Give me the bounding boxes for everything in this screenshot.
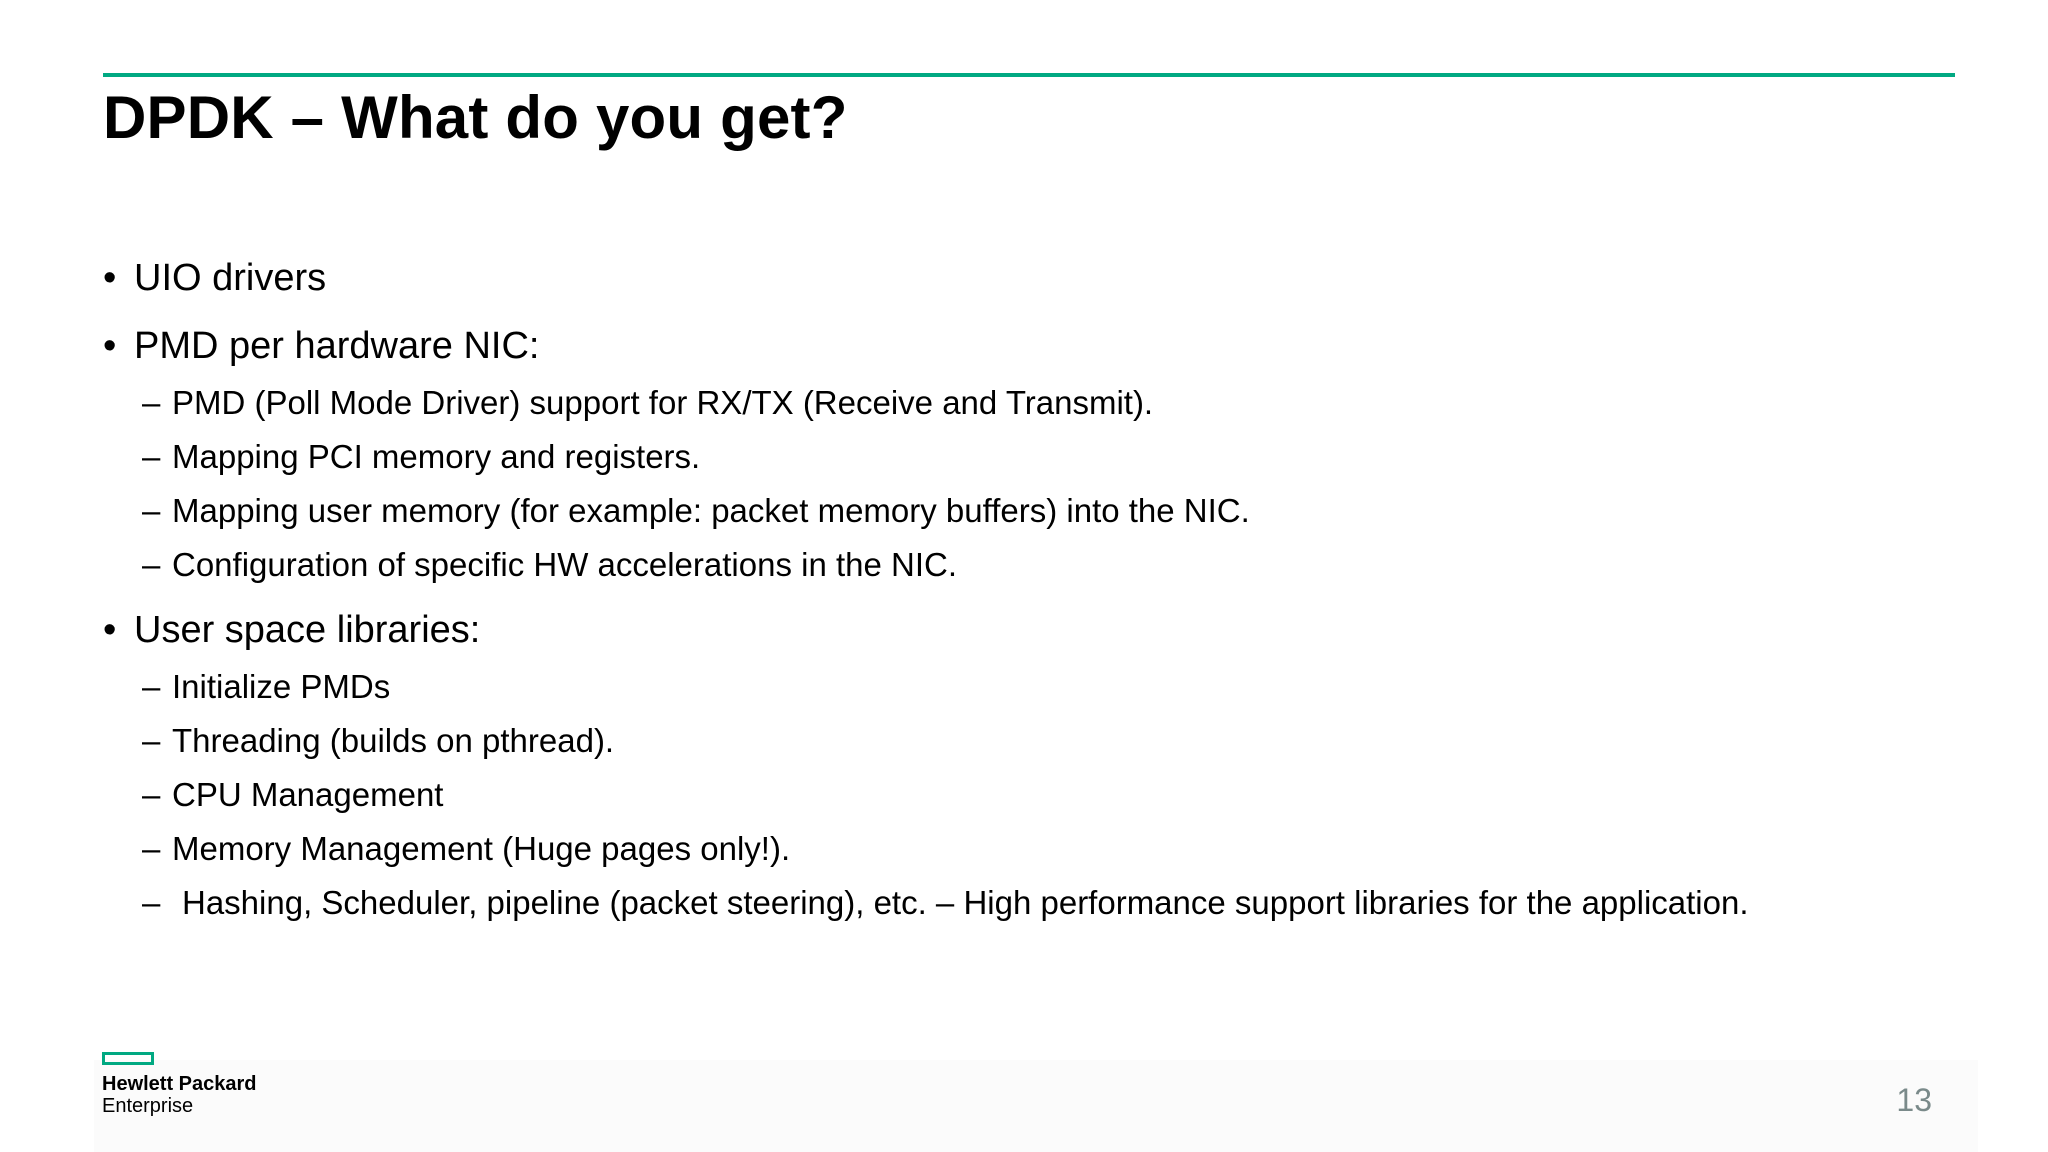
sub-bullet-item <box>103 822 1943 876</box>
sub-bullet-text: Mapping user memory (for example: packet memory buffers) into the NIC. <box>172 492 1250 529</box>
bullet-marker: • <box>103 325 117 367</box>
sub-bullet-item <box>103 714 1943 768</box>
sub-bullet-item <box>103 376 1943 430</box>
sub-bullet-item <box>103 876 1943 930</box>
sub-bullet-marker: – <box>142 668 161 705</box>
bullet-marker: • <box>103 609 117 651</box>
sub-bullet-text: CPU Management <box>172 776 444 813</box>
hpe-element-rectangle-icon <box>102 1052 154 1065</box>
slide-title: DPDK – What do you get? <box>103 84 848 151</box>
sub-bullet-text: Hashing, Scheduler, pipeline (packet steering), etc. – High performance support libraries for the application. <box>182 884 1749 921</box>
sub-bullet-text: Threading (builds on pthread). <box>172 722 615 759</box>
bullet-text: User space libraries: <box>134 609 481 651</box>
bullet-list <box>103 248 1943 930</box>
sub-bullet-text: Mapping PCI memory and registers. <box>172 438 701 475</box>
footer-band <box>94 1060 1978 1152</box>
sub-bullet-marker: – <box>142 384 161 421</box>
sub-bullet-marker: – <box>142 546 161 583</box>
sub-bullet-item <box>103 660 1943 714</box>
sub-bullet-marker: – <box>142 722 161 759</box>
bullet-item <box>103 316 1943 376</box>
bullet-text: UIO drivers <box>134 257 327 299</box>
sub-bullet-text: Configuration of specific HW accelerations in the NIC. <box>172 546 958 583</box>
sub-bullet-marker: – <box>142 492 161 529</box>
sub-bullet-item <box>103 768 1943 822</box>
sub-bullet-marker: – <box>142 830 161 867</box>
sub-bullet-text: PMD (Poll Mode Driver) support for RX/TX (Receive and Transmit). <box>172 384 1154 421</box>
sub-bullet-marker: – <box>142 776 161 813</box>
logo-wordmark-line1: Hewlett Packard <box>102 1073 257 1095</box>
sub-bullet-item <box>103 430 1943 484</box>
sub-bullet-item <box>103 484 1943 538</box>
title-rule <box>103 73 1955 77</box>
sub-bullet-text: Memory Management (Huge pages only!). <box>172 830 791 867</box>
bullet-marker: • <box>103 257 117 299</box>
page-number: 13 <box>1896 1082 1932 1118</box>
sub-bullet-marker: – <box>142 884 161 921</box>
hpe-logo <box>102 1047 302 1121</box>
sub-bullet-text: Initialize PMDs <box>172 668 391 705</box>
sub-bullet-item <box>103 538 1943 592</box>
logo-wordmark-line2: Enterprise <box>102 1095 194 1117</box>
sub-bullet-marker: – <box>142 438 161 475</box>
bullet-item <box>103 600 1943 660</box>
bullet-item <box>103 248 1943 308</box>
bullet-text: PMD per hardware NIC: <box>134 325 540 367</box>
